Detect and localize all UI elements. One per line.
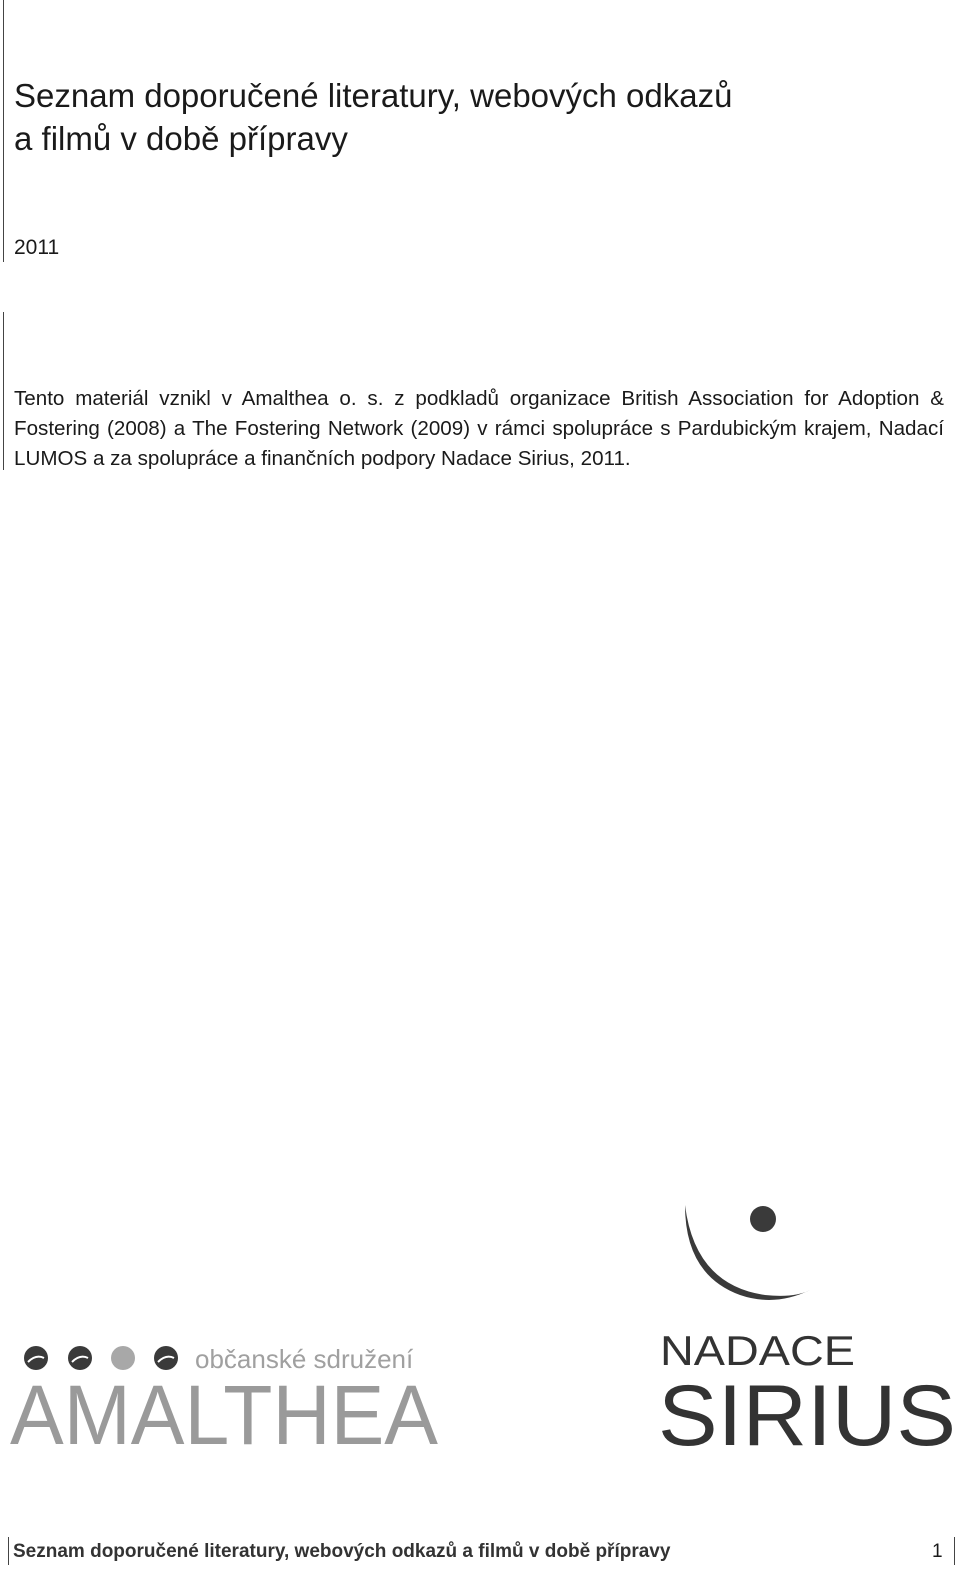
logo-dots xyxy=(24,1346,178,1370)
amalthea-name: AMALTHEA xyxy=(10,1368,438,1450)
publication-year: 2011 xyxy=(14,236,60,259)
title-line-2: a filmů v době přípravy xyxy=(14,120,348,157)
footer-rule-right xyxy=(954,1537,955,1565)
sirius-line2: SIRIUS xyxy=(658,1368,956,1450)
margin-rule-top xyxy=(3,0,4,262)
footer-title: Seznam doporučené literatury, webových odkazů a filmů v době přípravy xyxy=(13,1541,671,1562)
margin-rule-middle xyxy=(3,312,4,470)
amalthea-tagline: občanské sdružení xyxy=(195,1344,414,1374)
title-line-1: Seznam doporučené literatury, webových odkazů xyxy=(14,77,733,114)
sirius-crescent-icon xyxy=(685,1205,810,1300)
amalthea-logo xyxy=(10,1340,440,1450)
sirius-logo xyxy=(655,1195,960,1450)
sirius-line1: NADACE xyxy=(660,1327,855,1374)
intro-paragraph: Tento materiál vznikl v Amalthea o. s. z podkladů organizace British Association for Adoption & Fostering (2008) a The Fostering Network (2009) v rámci spolupráce s Pardubickým krajem, Nadací LUMOS a za spolupráce a finančních podpory Nadace Sirius, 2011. xyxy=(14,387,944,470)
footer-rule-left xyxy=(8,1537,9,1565)
sirius-star-icon xyxy=(750,1206,776,1232)
page-title xyxy=(14,74,914,160)
page-number: 1 xyxy=(932,1541,943,1562)
